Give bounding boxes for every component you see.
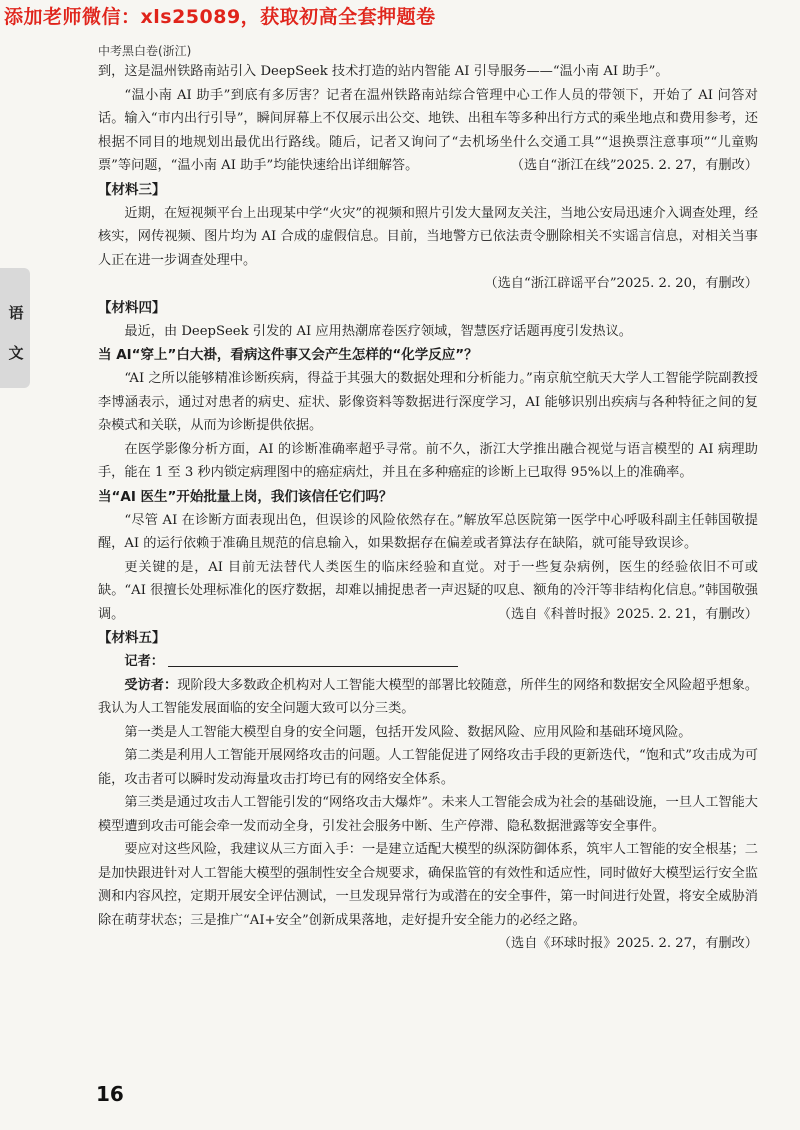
page-content [98,60,758,956]
paragraph-misdiagnosis-risk: “尽管 AI 在诊断方面表现出色，但误诊的风险依然存在。”解放军总医院第一医学中心呼吸科副主任韩国敬提醒，AI 的运行依赖于准确且规范的信息输入，如果数据存在偏差或者算法存在缺陷，就可能导致误诊。 [98,512,758,551]
running-head: 中考黑白卷(浙江) [98,44,192,58]
paragraph-countermeasures [98,838,758,951]
side-tab-char-1: 语 [8,304,24,322]
paragraph-risk-type-2: 第二类是利用人工智能开展网络攻击的问题。人工智能促进了网络攻击手段的更新迭代，“饱和式”攻击成为可能，攻击者可以瞬时发动海量攻击打垮已有的网络安全体系。 [98,748,758,787]
source-citation-global-times: （选自《环球时报》2025. 2. 27，有删改） [497,936,758,951]
subheading-ai-white-coat: 当 AI“穿上”白大褂，看病这件事又会产生怎样的“化学反应”？ [98,347,478,363]
page-number: 16 [96,1082,124,1106]
side-tab-char-2: 文 [8,344,24,362]
material-3-heading: 【材料三】 [98,181,166,198]
paragraph-assistant-demo [98,84,758,178]
paragraph-ai-diagnosis-ability: “AI 之所以能够精准诊断疾病，得益于其强大的数据处理和分析能力。”南京航空航天大学人工智能学院副教授李博涵表示，通过对患者的病史、症状、影像资料等数据进行深度学习，AI 能够识别出疾病与各种特征之间的复杂模式和关联，从而为诊断提供依据。 [98,371,758,433]
paragraph-interviewee-intro [98,674,758,721]
source-citation-science-times: （选自《科普时报》2025. 2. 21，有删改） [497,606,758,622]
watermark-banner: 添加老师微信：xls25089，获取初高全套押题卷 [4,6,436,28]
paragraph-fake-fire-rumor: 近期，在短视频平台上出现某中学“火灾”的视频和照片引发大量网友关注，当地公安局迅速介入调查处理，经核实，网传视频、图片均为 AI 合成的虚假信息。目前，当地警方已依法责令删除相关不实谣言信息，对相关当事人正在进一步调查处理中。 [98,205,758,268]
paragraph-risk-type-1: 第一类是人工智能大模型自身的安全问题，包括开发风险、数据风险、应用风险和基础环境风险。 [124,724,692,740]
paragraph-clinical-experience [98,556,758,627]
paragraph-assistant-demo-text: “温小南 AI 助手”到底有多厉害？记者在温州铁路南站综合管理中心工作人员的带领下，开始了 AI 问答对话。输入“市内出行引导”，瞬间屏幕上不仅展示出公交、地铁、出租车等多种出行方式的乘坐地点和费用参考，还根据不同目的地规划出最优出行路线。随后，记者又询问了“去机场坐什么交通工具”“退换票注意事项”“儿童购票”等问题，“温小南 AI 助手”均能快速给出详细解答。 [98,87,758,173]
subject-side-tab [0,268,30,388]
paragraph-interviewee-intro-text: 现阶段大多数政企机构对人工智能大模型的部署比较随意，所伴生的网络和数据安全风险超乎想象。我认为人工智能发展面临的安全问题大致可以分三类。 [98,677,759,716]
paragraph-countermeasures-text: 要应对这些风险，我建议从三方面入手：一是建立适配大模型的纵深防御体系，筑牢人工智能的安全根基；二是加快跟进针对人工智能大模型的强制性安全合规要求，确保监管的有效性和适应性，同时做好大模型运行安全监测和内容风控，定期开展安全评估测试，一旦发现异常行为或潜在的安全事件，第一时间进行处置，将安全威胁消除在萌芽状态；三是推广“AI+安全”创新成果落地，走好提升安全能力的必经之路。 [98,842,758,928]
paragraph-medical-ai-trend: 最近，由 DeepSeek 引发的 AI 应用热潮席卷医疗领域，智慧医疗话题再度引发热议。 [124,323,632,339]
reporter-answer-blank [168,652,458,667]
material-4-heading: 【材料四】 [98,299,166,316]
subheading-trust-ai-doctor: 当“AI 医生”开始批量上岗，我们该信任它们吗？ [98,488,393,505]
interviewee-label: 受访者： [124,677,178,693]
paragraph-clinical-experience-text: 更关键的是，AI 目前无法替代人类医生的临床经验和直觉。对于一些复杂病例，医生的经验依旧不可或缺。“AI 很擅长处理标准化的医疗数据，却难以捕捉患者一声迟疑的叹息、额角的冷汗等非结构化信息。”韩国敬强调。 [98,559,758,622]
paragraph-pathology-assistant: 在医学影像分析方面，AI 的诊断准确率超乎寻常。前不久，浙江大学推出融合视觉与语言模型的 AI 病理助手，能在 1 至 3 秒内锁定病理图中的癌症病灶，并且在多种癌症的诊断上已取得 95%以上的准确率。 [98,441,758,480]
paragraph-intro-tail: 到，这是温州铁路南站引入 DeepSeek 技术打造的站内智能 AI 引导服务——“温小南 AI 助手”。 [98,64,669,79]
paragraph-risk-type-3: 第三类是通过攻击人工智能引发的“网络攻击大爆炸”。未来人工智能会成为社会的基础设施，一旦人工智能大模型遭到攻击可能会牵一发而动全身，引发社会服务中断、生产停滞、隐私数据泄露等安全事件。 [98,795,758,834]
material-5-heading: 【材料五】 [98,630,166,646]
reporter-label: 记者： [124,654,164,669]
source-citation-rumor-platform: （选自“浙江辟谣平台”2025. 2. 20，有删改） [484,276,758,291]
reporter-question-line [98,650,758,674]
source-citation-zjol: （选自“浙江在线”2025. 2. 27，有删改） [510,158,758,173]
